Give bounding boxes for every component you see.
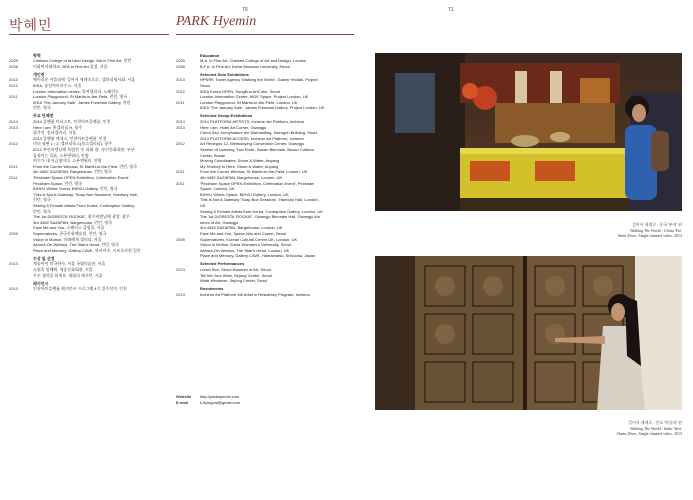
cv-text: 2014 플랫폼 아티스트, 인천아트플랫폼, 인천 (33, 119, 111, 125)
cv-entry (176, 278, 356, 284)
cv-year: 2013 (176, 291, 185, 297)
page-number-right: 71 (448, 7, 454, 13)
cv-text: Seeing 5 Female Artists from Korea, Contraption Gallery, London, UK (200, 208, 323, 214)
cv-entry (9, 286, 169, 292)
cv-text: 2012 부산비엔날레 특별전 '우 리와 함', 부산문화회관, 부산 (33, 147, 135, 152)
section-heading: 주요 단체전 (33, 113, 54, 119)
cv-text: 제송아이 미국학사, 서울 국립미술관, 서울 (33, 261, 106, 267)
cv-entry (9, 105, 169, 111)
cv-year: 2014 (176, 119, 185, 125)
artwork-photo-china (375, 53, 682, 211)
cv-text: The 1st DIGRESTA 'ROOKIE', Gwangju Biennale Hall, Gwangju Mu (200, 214, 320, 220)
cv-text: Center, Busan (200, 152, 226, 158)
cv-text: IKEA Korea OPEN, SongEun ArtCube, Seoul (200, 88, 280, 94)
cv-entry (9, 248, 169, 254)
cv-text: IKEA, 송강아트카우스, 서울 (33, 82, 82, 88)
cv-text: Chelsea College of Art and Design, MA in Fine Art, 런던 (33, 58, 132, 64)
artwork-photo-india-image (375, 256, 682, 410)
cv-text: 런던, 영국 (33, 197, 51, 203)
cv-entry (176, 64, 356, 70)
photo-caption-india (520, 420, 682, 437)
cv-text: 인천아트플랫폼 레지던시 프로그램 4기 입주작가, 인천 (33, 286, 127, 292)
cv-text: Peckham Space, 런던, 영국 (33, 180, 83, 186)
cv-text: BIHVU Winter Guest, BIHVU Gallery, 런던, 영국 (33, 186, 118, 192)
cv-text: 2013 PLATFORM ACCESS, Incheon Art Platform, Incheon (200, 135, 304, 141)
caption-india-title: Walking The World : India 'Sitis' (630, 425, 682, 431)
cv-year: 2009 (176, 58, 185, 64)
cv-text: Supernatures, Korean Cultural Centre UK, London, UK (200, 236, 298, 242)
cv-text: Face Me and You, Space-Nilu and Comer, Seoul (200, 230, 287, 236)
cv-text: 평가전, 송파갤러리, 서울 (33, 130, 77, 136)
cv-text: 소원을 말해봐, 세종문화회관, 서울 (33, 266, 93, 272)
cv-text: B.F.A. in Fine Art, Ewha Womans University, Seoul (200, 63, 290, 69)
website-label: Website (176, 394, 192, 399)
cv-text: seum of Art, Gwangju (200, 219, 239, 225)
cv-year (176, 253, 200, 259)
cv-year: 2011 (176, 180, 185, 186)
cv-year: 2011 (176, 169, 185, 175)
cv-text: HPNRK Travel Agency 'Walking the World', Galary Yeollak, Project (200, 77, 318, 83)
section-heading: 수상 및 선정 (33, 255, 55, 261)
cv-year: 2011 (9, 94, 18, 100)
cv-entry (176, 253, 356, 259)
section-heading: Education (200, 52, 220, 58)
cv-text: Section of Learning 'Two Sorts', Busan Biennale, Busan Cultural (200, 147, 314, 152)
cv-text: 3rd 4482 SAZAPAN, Bargehouse, 런던, 영국 (33, 219, 112, 225)
cv-year: 2008 (9, 63, 18, 69)
cv-year: 2013 (176, 266, 185, 272)
caption-china-detail: 9min 45sec, Single channel video, 2013 (618, 233, 682, 238)
artwork-photo-china-image (375, 53, 682, 211)
cv-year: 2011 (9, 163, 18, 169)
cv-text: Ashore-On-Weidou, The Stair's Head, 런던, 영국 (33, 242, 119, 248)
cv-text: From the Corner Window, St Martin-in-the-Field, London, UK (200, 169, 308, 175)
cv-text: London Information Centre, MOK Space, Project London, UK (200, 94, 309, 100)
cv-year: 2013 (176, 77, 185, 83)
caption-india-detail: 13min 20sec, Single channel video, 2013 (616, 431, 682, 436)
section-heading: Selected Performances (200, 261, 245, 267)
cv-year: 2013 (9, 261, 18, 267)
cv-text: The 1st DIGRESTA 'ROOKIE', 광주비엔날레 광장, 광주 (33, 214, 130, 220)
cv-text: 'Peckham Space OPEN Exhibition, Celebration Event', (33, 174, 130, 180)
cv-text: Here I am, Hotel Art Corner, Gwangju (200, 124, 267, 130)
cv-year: 2011 (176, 99, 185, 105)
cv-text: Place and Memory, Gallery CAVE, Hamamatsu, Shizuoka, Japan (200, 253, 316, 259)
cv-year: 2012 (9, 141, 18, 147)
cv-text: This Is Not A Gateway 'Soap Box Sessions', Hanbury Hall, London, (200, 197, 319, 203)
cv-year: 2013 (9, 77, 18, 83)
cv-year: 2012 (176, 88, 185, 94)
cv-text: M.A. in Fine Art, Chelsea College of Art and Design, London (200, 58, 307, 64)
cv-text: Place and Memory, Gallery CAVE, 하마마츠, 시즈오카현 일본 (33, 247, 141, 253)
cv-text: UK (200, 202, 206, 208)
cv-year: 2008 (176, 63, 185, 69)
cv-text: 여기가 내 지금영이다, 스톤앤워터, 안양 (33, 158, 102, 164)
cv-text: Ashore-On-Weidou, The Stair's Head, London, UK (200, 247, 290, 253)
section-heading: 레지던시 (33, 280, 49, 286)
cv-year: 2013 (9, 124, 18, 130)
cv-text: Write Whatever, Sejong Center, Seoul (200, 278, 268, 284)
cv-year: 2011 (9, 174, 18, 180)
cv-year (9, 105, 33, 111)
cv-text: Cheol-Seo JoonyNature the Dismantling, Saengnh Building, Seoul (200, 130, 318, 136)
photo-caption-china (520, 222, 682, 239)
caption-china-title: Walking The World : China 'Fui' (630, 227, 682, 233)
cv-text: 2013 플랫폼 액세스, 인천아트플랫폼, 인천 (33, 135, 107, 141)
cv-text: 2014 PLATFORM ARTISTS, Incheon Art Platform, Incheon (200, 119, 305, 125)
email-link[interactable]: k.flyingcat@gmail.com (200, 399, 241, 405)
cv-text: Vision in Motion, 미래에게 갤러리, 서울 (33, 236, 102, 242)
cv-text: London Playground, St Martin-in-the-Field, London, UK (200, 99, 298, 105)
cv-text: 'Peckham Space OPEN Exhibition, Celebration Event', Peckham (200, 180, 315, 186)
caption-india-korean: 걸어서 세계로 : 인도 '마슬라' 편 (628, 420, 682, 425)
cv-text: 미녀 심판 1 / 2, 갤러리룩스(룩스갤러리), 광주 (33, 141, 112, 147)
cv-text: Vision in Motion, Ewha Womans's University, Seoul (200, 242, 291, 248)
cv-year (176, 278, 200, 284)
cv-text: 에이라운 아뜰리에 '걸어서 세계속으로', 갤러리영서화, 서울 (33, 77, 136, 83)
cv-text: 런던, 영국 (33, 208, 51, 214)
cv-english-column (176, 50, 356, 297)
cv-text: Incheon Art Platform 4th Artist in Residency Program, Incheon (200, 291, 310, 297)
cv-text: Face Me and You, 스페이스 클럽홀, 서울 (33, 225, 105, 231)
cv-text: 무슨 생각을 하세요, 제랄리 레지던, 서울 (33, 272, 103, 278)
cv-year: 2009 (176, 236, 185, 242)
cv-text: Space, London, UK (200, 186, 235, 192)
cv-text: 4th 4482 SAZAPAN, Bargehouse, London, UK (200, 174, 283, 180)
cv-text: Supernatures, 한국문화예술원, 런던, 영국 (33, 230, 107, 236)
website-link[interactable]: http://parkhyemin.com (200, 394, 240, 399)
cv-text: 런던, 영국 (33, 105, 51, 111)
cv-text: IKEA 'The January Sale', James Freeman Gallery, Project London, UK (200, 105, 325, 111)
cv-text: From the Corner Window, St Martin-in-the-Field, 런던, 영국 (33, 163, 137, 169)
page-number-left: 70 (242, 7, 248, 13)
cv-text: IKEA 'The January Sale', James Freeman Gallery, 런던 (33, 99, 131, 105)
cv-text: Tell Me Your Wish, Sejong Center, Seoul (200, 272, 272, 278)
cv-year: 2009 (9, 230, 18, 236)
section-heading: Selected Group Exhibitions (200, 113, 253, 119)
cv-entry (9, 273, 169, 279)
cv-text: London Playground, St Martin-in-the-Field, 런던, 영국 (33, 94, 128, 100)
cv-year: 2012 (176, 141, 185, 147)
cv-year: 2012 (9, 82, 18, 88)
caption-china-korean: 걸어서 세계로 : 중국 '부어' 편 (631, 222, 682, 227)
section-heading: 개인전 (33, 71, 45, 77)
cv-korean-column (9, 50, 169, 292)
cv-year: 2009 (9, 58, 18, 64)
artwork-photo-india (375, 256, 682, 410)
cv-text: 움직이는 목표, 스톤앤워터, 안양 (33, 152, 89, 158)
artist-name-korean: 박혜민 (9, 19, 53, 34)
cv-text: 3rd 4482 SAZAPAN, Bargehouse, London, UK (200, 225, 283, 231)
cv-year (9, 273, 33, 279)
cv-text: Seeing 5 Female Artists From Korea, Contraption Gallery, (33, 202, 135, 208)
email-label: E-mail (176, 399, 189, 405)
cv-year: 2013 (176, 124, 185, 130)
cv-year: 2013 (9, 286, 18, 292)
name-underline-left (9, 34, 169, 35)
cv-text: Here I am, 홍갤러리 H, 광주 (33, 124, 83, 130)
cv-entry (9, 64, 169, 70)
name-underline-right (176, 34, 354, 35)
cv-text: Seoul (200, 82, 211, 88)
cv-text: BIHVU Winter Space, BIHVU Gallery, London, UK (200, 191, 289, 197)
cv-text: Art Renegos 12, Weekdaying Convention Center, Gwangju (200, 141, 305, 147)
cv-text: Lunch Box, Seoul Museum of Art, Seoul (200, 266, 271, 272)
cv-year (9, 248, 33, 254)
cv-year: 2014 (9, 119, 18, 125)
section-heading: 학력 (33, 52, 41, 58)
cv-text: 4th 4482 SAZAPAN, Bargehouse, 런던, 영국 (33, 169, 112, 175)
cv-entry (176, 292, 356, 298)
artist-name-english: PARK Hyemin (176, 14, 257, 29)
cv-text: 이화여자대학교, BFA in Fine Art 졸업, 서울 (33, 63, 108, 69)
contact-block (176, 394, 356, 405)
cv-text: My Territory Is Here, Stone & Water, Anyang (200, 163, 279, 169)
cv-text: 'This Is Not A Gateway' 'Soap Box Sessions', Hanbury Hall, (33, 191, 138, 197)
cv-year (176, 105, 200, 111)
section-heading: Residencies (200, 286, 224, 292)
section-heading: Selected Solo Exhibitions (200, 71, 249, 77)
cv-text: Moving Coordinates, Stone & Water, Anyang (200, 158, 280, 164)
cv-entry (176, 105, 356, 111)
cv-text: London Information centre, 목여갤러리, 노웨런드 (33, 88, 119, 94)
